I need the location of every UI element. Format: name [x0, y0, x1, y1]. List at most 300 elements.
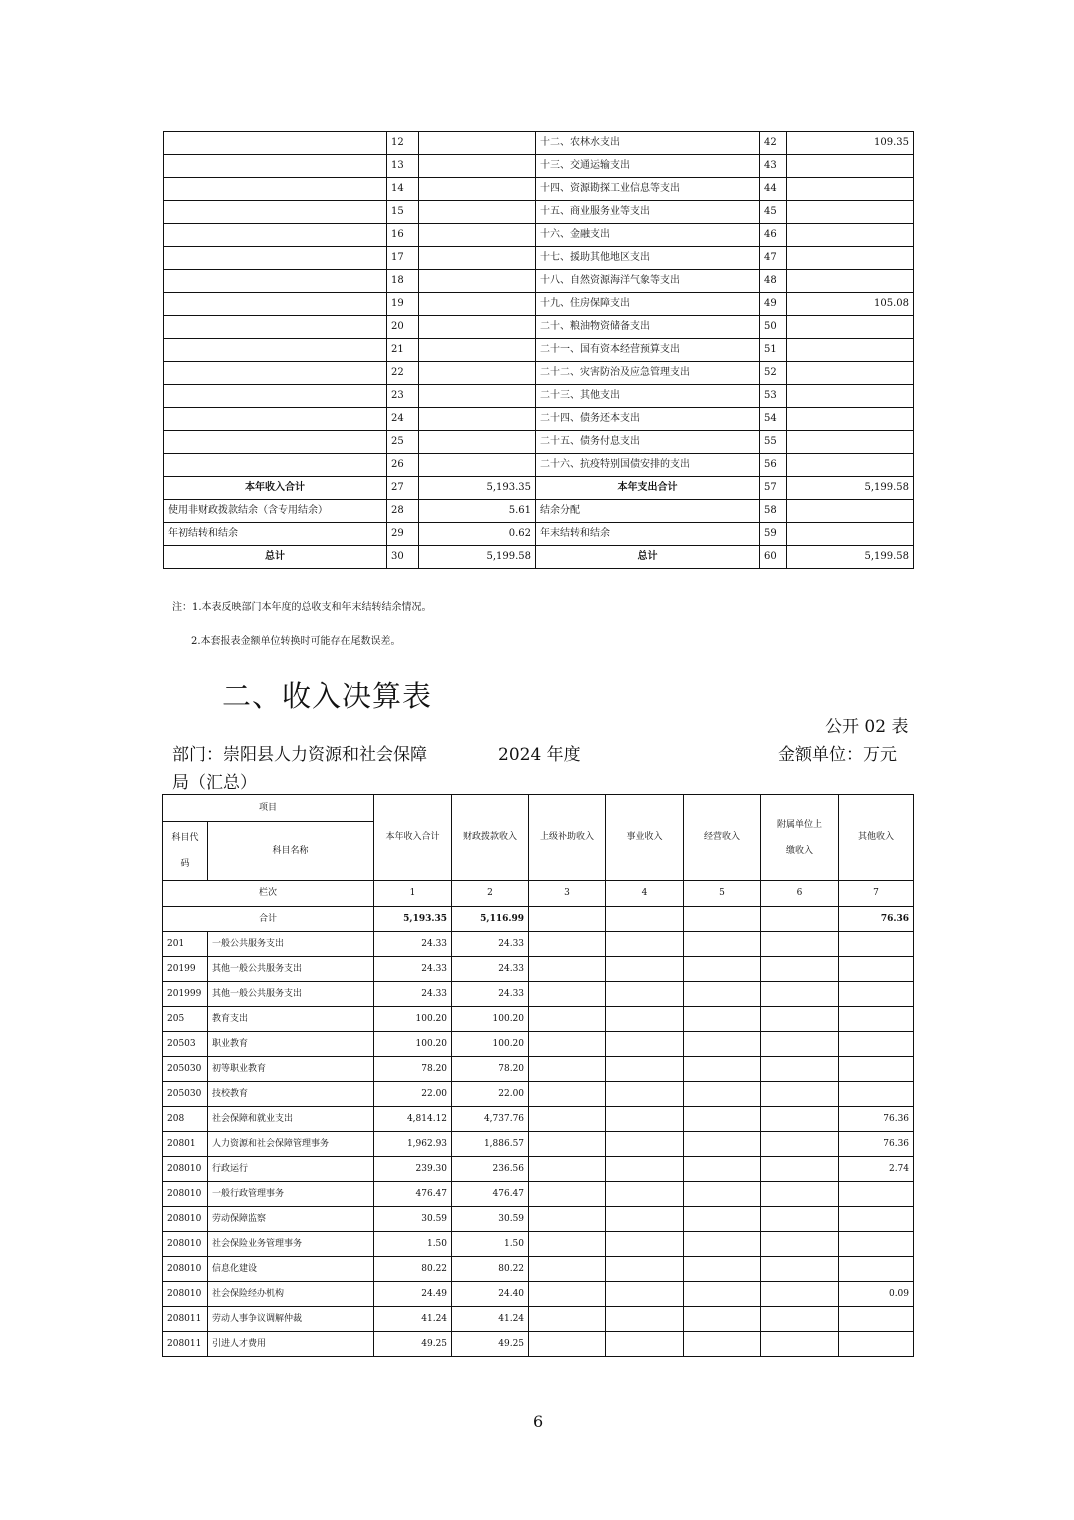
income-item-label: 年初结转和结余: [164, 523, 387, 546]
header-col-2: 财政拨款收入: [452, 795, 529, 881]
value-col-3: [529, 1257, 606, 1282]
table-row: [164, 201, 914, 224]
value-col-6: [761, 1182, 839, 1207]
value-col-7: 0.09: [839, 1282, 914, 1307]
income-item-label: [164, 224, 387, 247]
income-row-no: 21: [387, 339, 419, 362]
department-label: 部门：崇阳县人力资源和社会保障: [172, 745, 427, 765]
value-col-5: [684, 1032, 761, 1057]
form-code: 公开 02 表: [825, 717, 909, 737]
expense-value: 5,199.58: [787, 477, 914, 500]
subject-code: 205: [163, 1007, 208, 1032]
expense-value: [787, 385, 914, 408]
income-item-label: [164, 408, 387, 431]
income-row-no: 14: [387, 178, 419, 201]
expense-item-label: 总计: [536, 546, 760, 569]
subject-code: 208010: [163, 1207, 208, 1232]
value-col-5: [684, 1082, 761, 1107]
income-value: [419, 454, 536, 477]
income-value: [419, 385, 536, 408]
value-col-1: 30.59: [374, 1207, 452, 1232]
value-col-7: [839, 932, 914, 957]
expense-value: 109.35: [787, 132, 914, 155]
income-item-label: 本年收入合计: [164, 477, 387, 500]
table-row: [163, 1307, 914, 1332]
income-value: [419, 270, 536, 293]
subject-name: 其他一般公共服务支出: [208, 982, 374, 1007]
table-row: [164, 247, 914, 270]
expense-value: [787, 270, 914, 293]
expense-value: [787, 362, 914, 385]
subject-code: 201: [163, 932, 208, 957]
income-row-no: 30: [387, 546, 419, 569]
value-col-3: [529, 1157, 606, 1182]
expense-item-label: 十九、住房保障支出: [536, 293, 760, 316]
income-value: [419, 155, 536, 178]
table-row: [163, 982, 914, 1007]
value-col-4: [606, 1257, 684, 1282]
table-row: [164, 316, 914, 339]
table-row: [164, 339, 914, 362]
value-col-1: 476.47: [374, 1182, 452, 1207]
subject-code: 20503: [163, 1032, 208, 1057]
value-col-2: 476.47: [452, 1182, 529, 1207]
subject-name: 信息化建设: [208, 1257, 374, 1282]
value-col-7: 2.74: [839, 1157, 914, 1182]
expense-value: 105.08: [787, 293, 914, 316]
value-col-1: 78.20: [374, 1057, 452, 1082]
table-row: [163, 1257, 914, 1282]
table-row: [164, 408, 914, 431]
income-item-label: [164, 293, 387, 316]
income-item-label: [164, 316, 387, 339]
header-col-6: 附属单位上缴收入: [761, 795, 839, 881]
value-col-7: [839, 1332, 914, 1357]
value-col-2: 24.33: [452, 957, 529, 982]
income-item-label: 总计: [164, 546, 387, 569]
value-col-1: 80.22: [374, 1257, 452, 1282]
expense-row-no: 50: [760, 316, 787, 339]
income-item-label: [164, 132, 387, 155]
table-row: [164, 362, 914, 385]
subject-name: 社会保险经办机构: [208, 1282, 374, 1307]
expense-value: [787, 224, 914, 247]
table-row: [163, 1032, 914, 1057]
subject-name: 劳动保障监察: [208, 1207, 374, 1232]
table-row: [163, 1057, 914, 1082]
value-col-2: 1.50: [452, 1232, 529, 1257]
expense-item-label: 二十、粮油物资储备支出: [536, 316, 760, 339]
income-row-no: 13: [387, 155, 419, 178]
subject-name: 初等职业教育: [208, 1057, 374, 1082]
income-value: [419, 224, 536, 247]
subject-code: 20801: [163, 1132, 208, 1157]
amount-unit: 金额单位：万元: [778, 745, 897, 765]
expense-value: [787, 454, 914, 477]
subject-name: 社会保险业务管理事务: [208, 1232, 374, 1257]
income-item-label: [164, 454, 387, 477]
income-item-label: [164, 201, 387, 224]
value-col-6: [761, 1282, 839, 1307]
value-col-6: [761, 1032, 839, 1057]
table-row: [163, 1282, 914, 1307]
expense-value: [787, 201, 914, 224]
subject-name: 行政运行: [208, 1157, 374, 1182]
table-row: [163, 1132, 914, 1157]
income-item-label: [164, 247, 387, 270]
value-col-2: 78.20: [452, 1057, 529, 1082]
col-num-4: 4: [606, 881, 684, 907]
col-num-6: 6: [761, 881, 839, 907]
income-row-no: 12: [387, 132, 419, 155]
expense-row-no: 54: [760, 408, 787, 431]
income-row-no: 15: [387, 201, 419, 224]
subject-code: 208010: [163, 1232, 208, 1257]
header-name: 科目名称: [208, 822, 374, 881]
header-code: 科目代码: [163, 822, 208, 881]
expense-row-no: 43: [760, 155, 787, 178]
expense-item-label: 十七、援助其他地区支出: [536, 247, 760, 270]
value-col-2: 24.40: [452, 1282, 529, 1307]
value-col-7: [839, 1232, 914, 1257]
subject-name: 其他一般公共服务支出: [208, 957, 374, 982]
value-col-5: [684, 1182, 761, 1207]
subject-code: 208: [163, 1107, 208, 1132]
total-value-3: [529, 907, 606, 932]
value-col-4: [606, 1207, 684, 1232]
expense-value: [787, 178, 914, 201]
income-expense-summary-table: [163, 131, 914, 569]
table-row: [164, 500, 914, 523]
expense-row-no: 59: [760, 523, 787, 546]
total-value-4: [606, 907, 684, 932]
header-col-7: 其他收入: [839, 795, 914, 881]
value-col-5: [684, 982, 761, 1007]
income-value: [419, 247, 536, 270]
value-col-5: [684, 1007, 761, 1032]
value-col-7: [839, 1257, 914, 1282]
value-col-5: [684, 1157, 761, 1182]
income-row-no: 23: [387, 385, 419, 408]
col-num-3: 3: [529, 881, 606, 907]
value-col-3: [529, 1307, 606, 1332]
table-row: [163, 1182, 914, 1207]
table-row: [164, 132, 914, 155]
expense-row-no: 56: [760, 454, 787, 477]
income-value: [419, 178, 536, 201]
page-number: 6: [533, 1412, 544, 1431]
subject-code: 20199: [163, 957, 208, 982]
col-num-1: 1: [374, 881, 452, 907]
value-col-2: 100.20: [452, 1007, 529, 1032]
expense-item-label: 年末结转和结余: [536, 523, 760, 546]
value-col-4: [606, 1032, 684, 1057]
header-col-1: 本年收入合计: [374, 795, 452, 881]
value-col-3: [529, 932, 606, 957]
value-col-6: [761, 982, 839, 1007]
table-row: [164, 523, 914, 546]
income-item-label: [164, 178, 387, 201]
income-item-label: [164, 385, 387, 408]
value-col-1: 22.00: [374, 1082, 452, 1107]
value-col-3: [529, 1107, 606, 1132]
department-label-cont: 局（汇总）: [172, 773, 257, 793]
value-col-4: [606, 1007, 684, 1032]
income-row-no: 20: [387, 316, 419, 339]
income-row-no: 16: [387, 224, 419, 247]
value-col-7: 76.36: [839, 1107, 914, 1132]
table-row: [164, 270, 914, 293]
total-label: 合计: [163, 907, 374, 932]
expense-row-no: 51: [760, 339, 787, 362]
expense-row-no: 60: [760, 546, 787, 569]
subject-code: 208011: [163, 1332, 208, 1357]
value-col-1: 41.24: [374, 1307, 452, 1332]
expense-row-no: 53: [760, 385, 787, 408]
table-row: [164, 546, 914, 569]
income-value: [419, 201, 536, 224]
value-col-4: [606, 1082, 684, 1107]
expense-item-label: 二十四、债务还本支出: [536, 408, 760, 431]
value-col-6: [761, 957, 839, 982]
value-col-6: [761, 1107, 839, 1132]
subject-code: 201999: [163, 982, 208, 1007]
expense-item-label: 十六、金融支出: [536, 224, 760, 247]
expense-row-no: 44: [760, 178, 787, 201]
fiscal-year: 2024 年度: [498, 745, 581, 765]
value-col-6: [761, 1207, 839, 1232]
income-value: 5,193.35: [419, 477, 536, 500]
section-title: 二、收入决算表: [222, 679, 433, 713]
value-col-2: 22.00: [452, 1082, 529, 1107]
income-row-no: 17: [387, 247, 419, 270]
value-col-6: [761, 932, 839, 957]
value-col-3: [529, 1032, 606, 1057]
income-item-label: [164, 339, 387, 362]
value-col-6: [761, 1307, 839, 1332]
expense-item-label: 二十五、债务付息支出: [536, 431, 760, 454]
expense-row-no: 46: [760, 224, 787, 247]
value-col-5: [684, 1107, 761, 1132]
value-col-4: [606, 932, 684, 957]
table-row: [164, 477, 914, 500]
value-col-7: [839, 1182, 914, 1207]
table-row: [164, 293, 914, 316]
value-col-2: 4,737.76: [452, 1107, 529, 1132]
total-value-5: [684, 907, 761, 932]
value-col-1: 24.33: [374, 957, 452, 982]
subject-name: 一般行政管理事务: [208, 1182, 374, 1207]
income-value: [419, 362, 536, 385]
table-row: [163, 1332, 914, 1357]
total-value-2: 5,116.99: [452, 907, 529, 932]
value-col-1: 1,962.93: [374, 1132, 452, 1157]
income-final-accounts-table: [162, 794, 914, 1357]
expense-item-label: 十八、自然资源海洋气象等支出: [536, 270, 760, 293]
expense-item-label: 二十三、其他支出: [536, 385, 760, 408]
expense-row-no: 58: [760, 500, 787, 523]
value-col-3: [529, 1182, 606, 1207]
value-col-7: [839, 1032, 914, 1057]
subject-name: 社会保障和就业支出: [208, 1107, 374, 1132]
subject-name: 引进人才费用: [208, 1332, 374, 1357]
expense-row-no: 47: [760, 247, 787, 270]
value-col-4: [606, 1132, 684, 1157]
income-item-label: [164, 270, 387, 293]
table-row: [164, 454, 914, 477]
value-col-5: [684, 1332, 761, 1357]
expense-row-no: 49: [760, 293, 787, 316]
table-row: [164, 385, 914, 408]
value-col-2: 236.56: [452, 1157, 529, 1182]
income-row-no: 29: [387, 523, 419, 546]
income-item-label: [164, 362, 387, 385]
table-row: [163, 1232, 914, 1257]
value-col-1: 24.49: [374, 1282, 452, 1307]
income-value: 5.61: [419, 500, 536, 523]
subject-code: 208010: [163, 1182, 208, 1207]
expense-item-label: 十五、商业服务业等支出: [536, 201, 760, 224]
col-num-2: 2: [452, 881, 529, 907]
table-row: [163, 1207, 914, 1232]
value-col-6: [761, 1232, 839, 1257]
table-row: [163, 1157, 914, 1182]
value-col-6: [761, 1332, 839, 1357]
value-col-5: [684, 1207, 761, 1232]
total-value-1: 5,193.35: [374, 907, 452, 932]
value-col-4: [606, 1232, 684, 1257]
expense-row-no: 48: [760, 270, 787, 293]
value-col-6: [761, 1157, 839, 1182]
expense-item-label: 二十二、灾害防治及应急管理支出: [536, 362, 760, 385]
expense-value: [787, 523, 914, 546]
note-2: 2.本套报表金额单位转换时可能存在尾数误差。: [191, 636, 401, 647]
income-item-label: [164, 431, 387, 454]
value-col-1: 49.25: [374, 1332, 452, 1357]
expense-item-label: 十四、资源勘探工业信息等支出: [536, 178, 760, 201]
value-col-4: [606, 1182, 684, 1207]
value-col-6: [761, 1082, 839, 1107]
value-col-4: [606, 1282, 684, 1307]
value-col-6: [761, 1007, 839, 1032]
header-lanci: 栏次: [163, 881, 374, 907]
value-col-5: [684, 932, 761, 957]
income-value: [419, 431, 536, 454]
value-col-1: 24.33: [374, 982, 452, 1007]
value-col-3: [529, 1207, 606, 1232]
income-row-no: 26: [387, 454, 419, 477]
subject-code: 208010: [163, 1157, 208, 1182]
value-col-4: [606, 982, 684, 1007]
expense-value: [787, 408, 914, 431]
expense-row-no: 45: [760, 201, 787, 224]
value-col-2: 30.59: [452, 1207, 529, 1232]
total-value-6: [761, 907, 839, 932]
value-col-4: [606, 1332, 684, 1357]
header-col-5: 经营收入: [684, 795, 761, 881]
table-row: [163, 957, 914, 982]
value-col-4: [606, 1307, 684, 1332]
value-col-5: [684, 1232, 761, 1257]
value-col-3: [529, 1332, 606, 1357]
expense-row-no: 55: [760, 431, 787, 454]
expense-item-label: 十二、农林水支出: [536, 132, 760, 155]
income-row-no: 24: [387, 408, 419, 431]
table-row: [164, 178, 914, 201]
value-col-4: [606, 1107, 684, 1132]
value-col-5: [684, 1257, 761, 1282]
value-col-5: [684, 1307, 761, 1332]
income-row-no: 19: [387, 293, 419, 316]
income-row-no: 22: [387, 362, 419, 385]
expense-value: 5,199.58: [787, 546, 914, 569]
table-row: [164, 224, 914, 247]
value-col-5: [684, 1282, 761, 1307]
value-col-1: 24.33: [374, 932, 452, 957]
value-col-3: [529, 1082, 606, 1107]
value-col-1: 4,814.12: [374, 1107, 452, 1132]
income-value: 5,199.58: [419, 546, 536, 569]
expense-item-label: 二十六、抗疫特别国债安排的支出: [536, 454, 760, 477]
expense-item-label: 十三、交通运输支出: [536, 155, 760, 178]
value-col-3: [529, 1232, 606, 1257]
expense-row-no: 42: [760, 132, 787, 155]
value-col-7: [839, 1307, 914, 1332]
total-value-7: 76.36: [839, 907, 914, 932]
value-col-3: [529, 1282, 606, 1307]
table-row: [163, 1007, 914, 1032]
income-row-no: 25: [387, 431, 419, 454]
income-value: [419, 408, 536, 431]
income-value: [419, 293, 536, 316]
income-row-no: 18: [387, 270, 419, 293]
value-col-7: [839, 957, 914, 982]
expense-value: [787, 431, 914, 454]
subject-name: 技校教育: [208, 1082, 374, 1107]
income-value: [419, 339, 536, 362]
subject-name: 人力资源和社会保障管理事务: [208, 1132, 374, 1157]
value-col-4: [606, 957, 684, 982]
value-col-5: [684, 1132, 761, 1157]
value-col-7: [839, 1057, 914, 1082]
value-col-5: [684, 957, 761, 982]
col-num-7: 7: [839, 881, 914, 907]
table-row: [164, 155, 914, 178]
value-col-4: [606, 1157, 684, 1182]
header-col-4: 事业收入: [606, 795, 684, 881]
value-col-3: [529, 982, 606, 1007]
value-col-2: 24.33: [452, 982, 529, 1007]
expense-row-no: 57: [760, 477, 787, 500]
table-row: [163, 1082, 914, 1107]
value-col-6: [761, 1132, 839, 1157]
income-value: [419, 316, 536, 339]
subject-code: 205030: [163, 1082, 208, 1107]
income-value: [419, 132, 536, 155]
value-col-7: [839, 982, 914, 1007]
expense-item-label: 二十一、国有资本经营预算支出: [536, 339, 760, 362]
expense-row-no: 52: [760, 362, 787, 385]
value-col-2: 49.25: [452, 1332, 529, 1357]
expense-value: [787, 155, 914, 178]
expense-value: [787, 316, 914, 339]
col-num-5: 5: [684, 881, 761, 907]
value-col-2: 80.22: [452, 1257, 529, 1282]
value-col-7: [839, 1207, 914, 1232]
value-col-4: [606, 1057, 684, 1082]
value-col-2: 24.33: [452, 932, 529, 957]
value-col-1: 1.50: [374, 1232, 452, 1257]
